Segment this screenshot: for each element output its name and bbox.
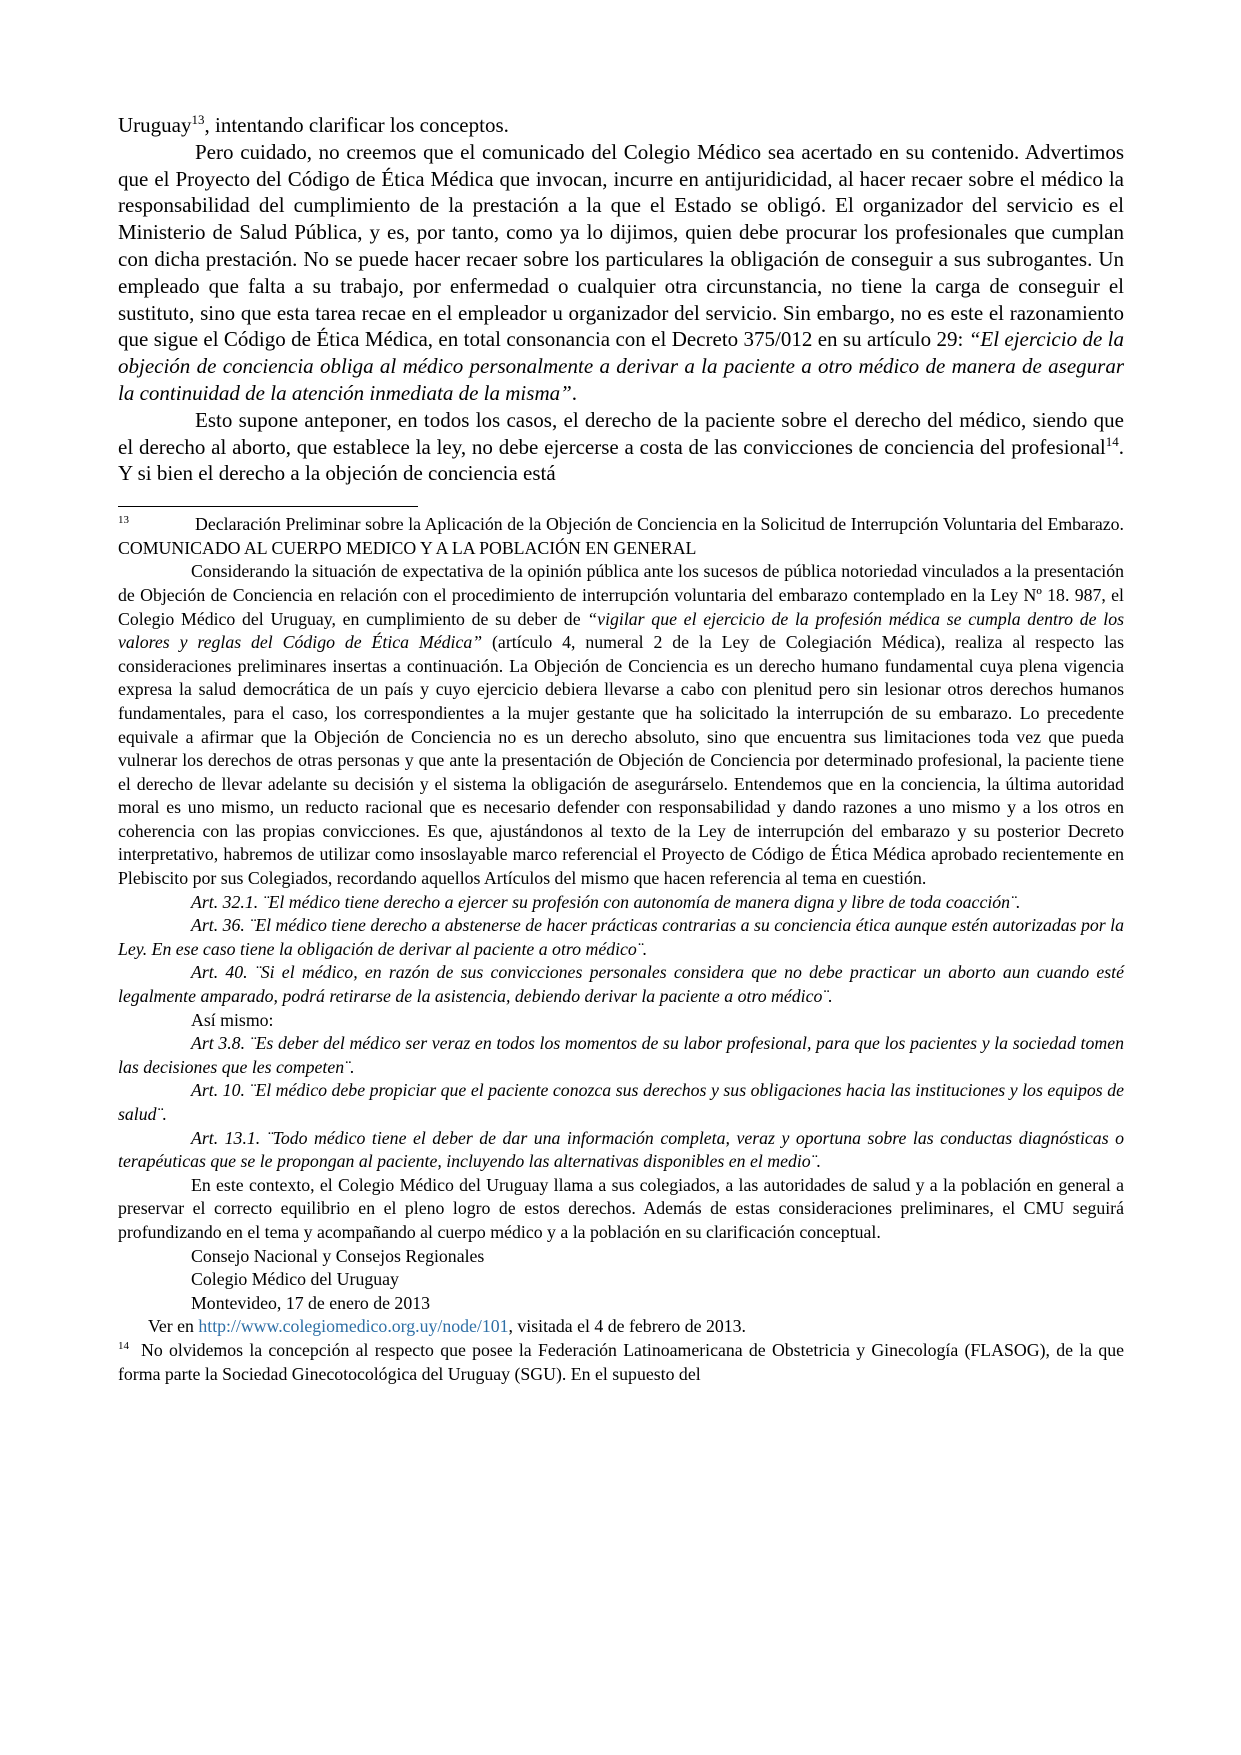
main-body-text	[118, 112, 1124, 487]
article-36-text: Art. 36. ¨El médico tiene derecho a abstenerse de hacer prácticas contrarias a su conciencia ética aunque estén autorizadas por la Ley. En ese caso tiene la obligación de derivar al paciente a otro médico¨.	[118, 915, 1124, 959]
article-36	[118, 914, 1124, 961]
paragraph-2	[118, 139, 1124, 407]
signature-date: Montevideo, 17 de enero de 2013	[191, 1292, 430, 1313]
asi-mismo: Así mismo:	[191, 1009, 274, 1030]
article-13-1	[118, 1127, 1124, 1174]
footnote-13-paragraph	[118, 560, 1124, 890]
source-link[interactable]: http://www.colegiomedico.org.uy/node/101	[198, 1316, 509, 1337]
footnote-13-quote: “vigilar que el ejercicio de la profesión médica se cumpla dentro de los valores y reglas del Código de Ética Médica”	[118, 608, 1125, 653]
footnote-14-number: 14	[118, 1339, 129, 1352]
article-3-8	[118, 1032, 1124, 1079]
paragraph-1-text-end: , intentando clarificar los conceptos.	[204, 113, 509, 137]
article-40-text: Art. 40. ¨Si el médico, en razón de sus convicciones personales considera que no debe practicar un aborto aun cuando esté legalmente amparado, podrá retirarse de la asistencia, debiendo derivar la paciente a otro médico¨.	[118, 962, 1124, 1007]
document-page	[118, 112, 1124, 1386]
footnotes	[118, 513, 1124, 1386]
article-40	[118, 961, 1124, 1008]
footnote-ref-13: 13	[191, 112, 205, 127]
footnote-ref-14: 14	[1105, 433, 1119, 449]
paragraph-1-text: Uruguay	[118, 113, 192, 137]
source-reference	[118, 1315, 1124, 1339]
footnote-14-text: No olvidemos la concepción al respecto que posee la Federación Latinoamericana de Obstetricia y Ginecología (FLASOG), de la que forma parte la Sociedad Ginecotocológica del Uruguay (SGU). En el supuesto del	[118, 1339, 1124, 1384]
source-visited: , visitada el 4 de febrero de 2013.	[508, 1316, 746, 1337]
footnote-14	[118, 1339, 1124, 1386]
paragraph-3-text: Esto supone anteponer, en todos los casos, el derecho de la paciente sobre el derecho del médico, siendo que el derecho al aborto, que establece la ley, no debe ejercerse a costa de las convicciones de conciencia del profesional	[118, 407, 1124, 459]
decree-quote: “El ejercicio de la objeción de conciencia obliga al médico personalmente a derivar a la paciente a otro médico de manera de asegurar la continuidad de la atención inmediata de la misma”	[118, 327, 1124, 405]
closing-paragraph: En este contexto, el Colegio Médico del Uruguay llama a sus colegiados, a las autoridades de salud y a la población en general a preservar el correcto equilibrio en el pleno logro de estos derechos. Además de estas consideraciones preliminares, el CMU seguirá profundizando en el tema y acompañando al cuerpo médico y a la población en su clarificación conceptual.	[118, 1174, 1124, 1242]
footnote-13-title-text: Declaración Preliminar sobre la Aplicación de la Objeción de Conciencia en la Solicitud de Interrupción Voluntaria del Embarazo. COMUNICADO AL CUERPO MEDICO Y A LA POBLACIÓN EN GENERAL	[118, 514, 1124, 558]
source-prefix: Ver en	[148, 1316, 199, 1337]
paragraph-1	[118, 112, 1124, 139]
article-10-text: Art. 10. ¨El médico debe propiciar que el paciente conozca sus derechos y sus obligaciones hacia las instituciones y los equipos de salud¨.	[118, 1080, 1124, 1124]
signature-line-2: Colegio Médico del Uruguay	[191, 1269, 399, 1290]
article-3-8-text: Art 3.8. ¨Es deber del médico ser veraz en todos los momentos de su labor profesional, para que los pacientes y la sociedad tomen las decisiones que les competen¨.	[118, 1033, 1124, 1077]
footnote-separator	[118, 506, 418, 507]
article-32-1	[118, 891, 1124, 915]
paragraph-3-text-end: . Y si bien el derecho a la objeción de conciencia está	[118, 434, 1124, 486]
footnote-13-text-cont: (artículo 4, numeral 2 de la Ley de Colegiación Médica), realiza al respecto las consideraciones preliminares insertas a continuación. La Objeción de Conciencia es un derecho humano fundamental cuya plena vigencia expresa la salud democrática de un país y cuyo ejercicio debiera llevarse a cabo con plenitud pero sin lesionar otros derechos humanos fundamentales, para el caso, los correspondientes a la mujer gestante que ha solicitado la interrupción de su embarazo. Lo precedente equivale a afirmar que la Objeción de Conciencia no es un derecho absoluto, sino que encuentra sus limitaciones toda vez que pueda vulnerar los derechos de otras personas y que ante la presentación de Objeción de Conciencia por determinado profesional, la paciente tiene el derecho de llevar adelante su decisión y el sistema la obligación de asegurárselo. Entendemos que en la conciencia, la última autoridad moral es uno mismo, un reducto racional que es necesario defender con responsabilidad y dando razones a uno mismo y a los otros en coherencia con las propias convicciones. Es que, ajustándonos al texto de la Ley de interrupción del embarazo y su posterior Decreto interpretativo, habremos de utilizar como insoslayable marco referencial el Proyecto de Código de Ética Médica aprobado recientemente en Plebiscito por sus Colegiados, recordando aquellos Artículos del mismo que hacen referencia al tema en cuestión.	[118, 632, 1124, 889]
article-32-1-text: Art. 32.1. ¨El médico tiene derecho a ejercer su profesión con autonomía de manera digna y libre de toda coacción¨.	[191, 891, 1021, 912]
signature-line-1: Consejo Nacional y Consejos Regionales	[191, 1245, 485, 1266]
article-10	[118, 1079, 1124, 1126]
article-13-1-text: Art. 13.1. ¨Todo médico tiene el deber de dar una información completa, veraz y oportuna sobre las conductas diagnósticas o terapéuticas que se le propongan al paciente, incluyendo las alternativas disponibles en el medio¨.	[118, 1127, 1124, 1172]
footnote-13-text: Considerando la situación de expectativa de la opinión pública ante los sucesos de pública notoriedad vinculados a la presentación de Objeción de Conciencia en relación con el procedimiento de interrupción voluntaria del embarazo contemplado en la Ley Nº 18. 987, el Colegio Médico del Uruguay, en cumplimiento de su deber de	[118, 561, 1124, 629]
paragraph-3	[118, 407, 1124, 487]
paragraph-2-text: Pero cuidado, no creemos que el comunicado del Colegio Médico sea acertado en su contenido. Advertimos que el Proyecto del Código de Ética Médica que invocan, incurre en antijuridicidad, al hacer recaer sobre el médico la responsabilidad del cumplimiento de la prestación a la que el Estado se obligó. El organizador del servicio es el Ministerio de Salud Pública, y es, por tanto, como ya lo dijimos, quien debe procurar los profesionales que cumplan con dicha prestación. No se puede hacer recaer sobre los particulares la obligación de conseguir a sus subrogantes. Un empleado que falta a su trabajo, por enfermedad o cualquier otra circunstancia, no tiene la carga de conseguir el sustituto, sino que esta tarea recae en el empleador u organizador del servicio. Sin embargo, no es este el razonamiento que sigue el Código de Ética Médica, en total consonancia con el Decreto 375/012 en su artículo 29:	[118, 139, 1124, 352]
footnote-13-title	[118, 513, 1124, 560]
paragraph-2-end: .	[571, 380, 578, 405]
footnote-13-number: 13	[118, 514, 129, 527]
